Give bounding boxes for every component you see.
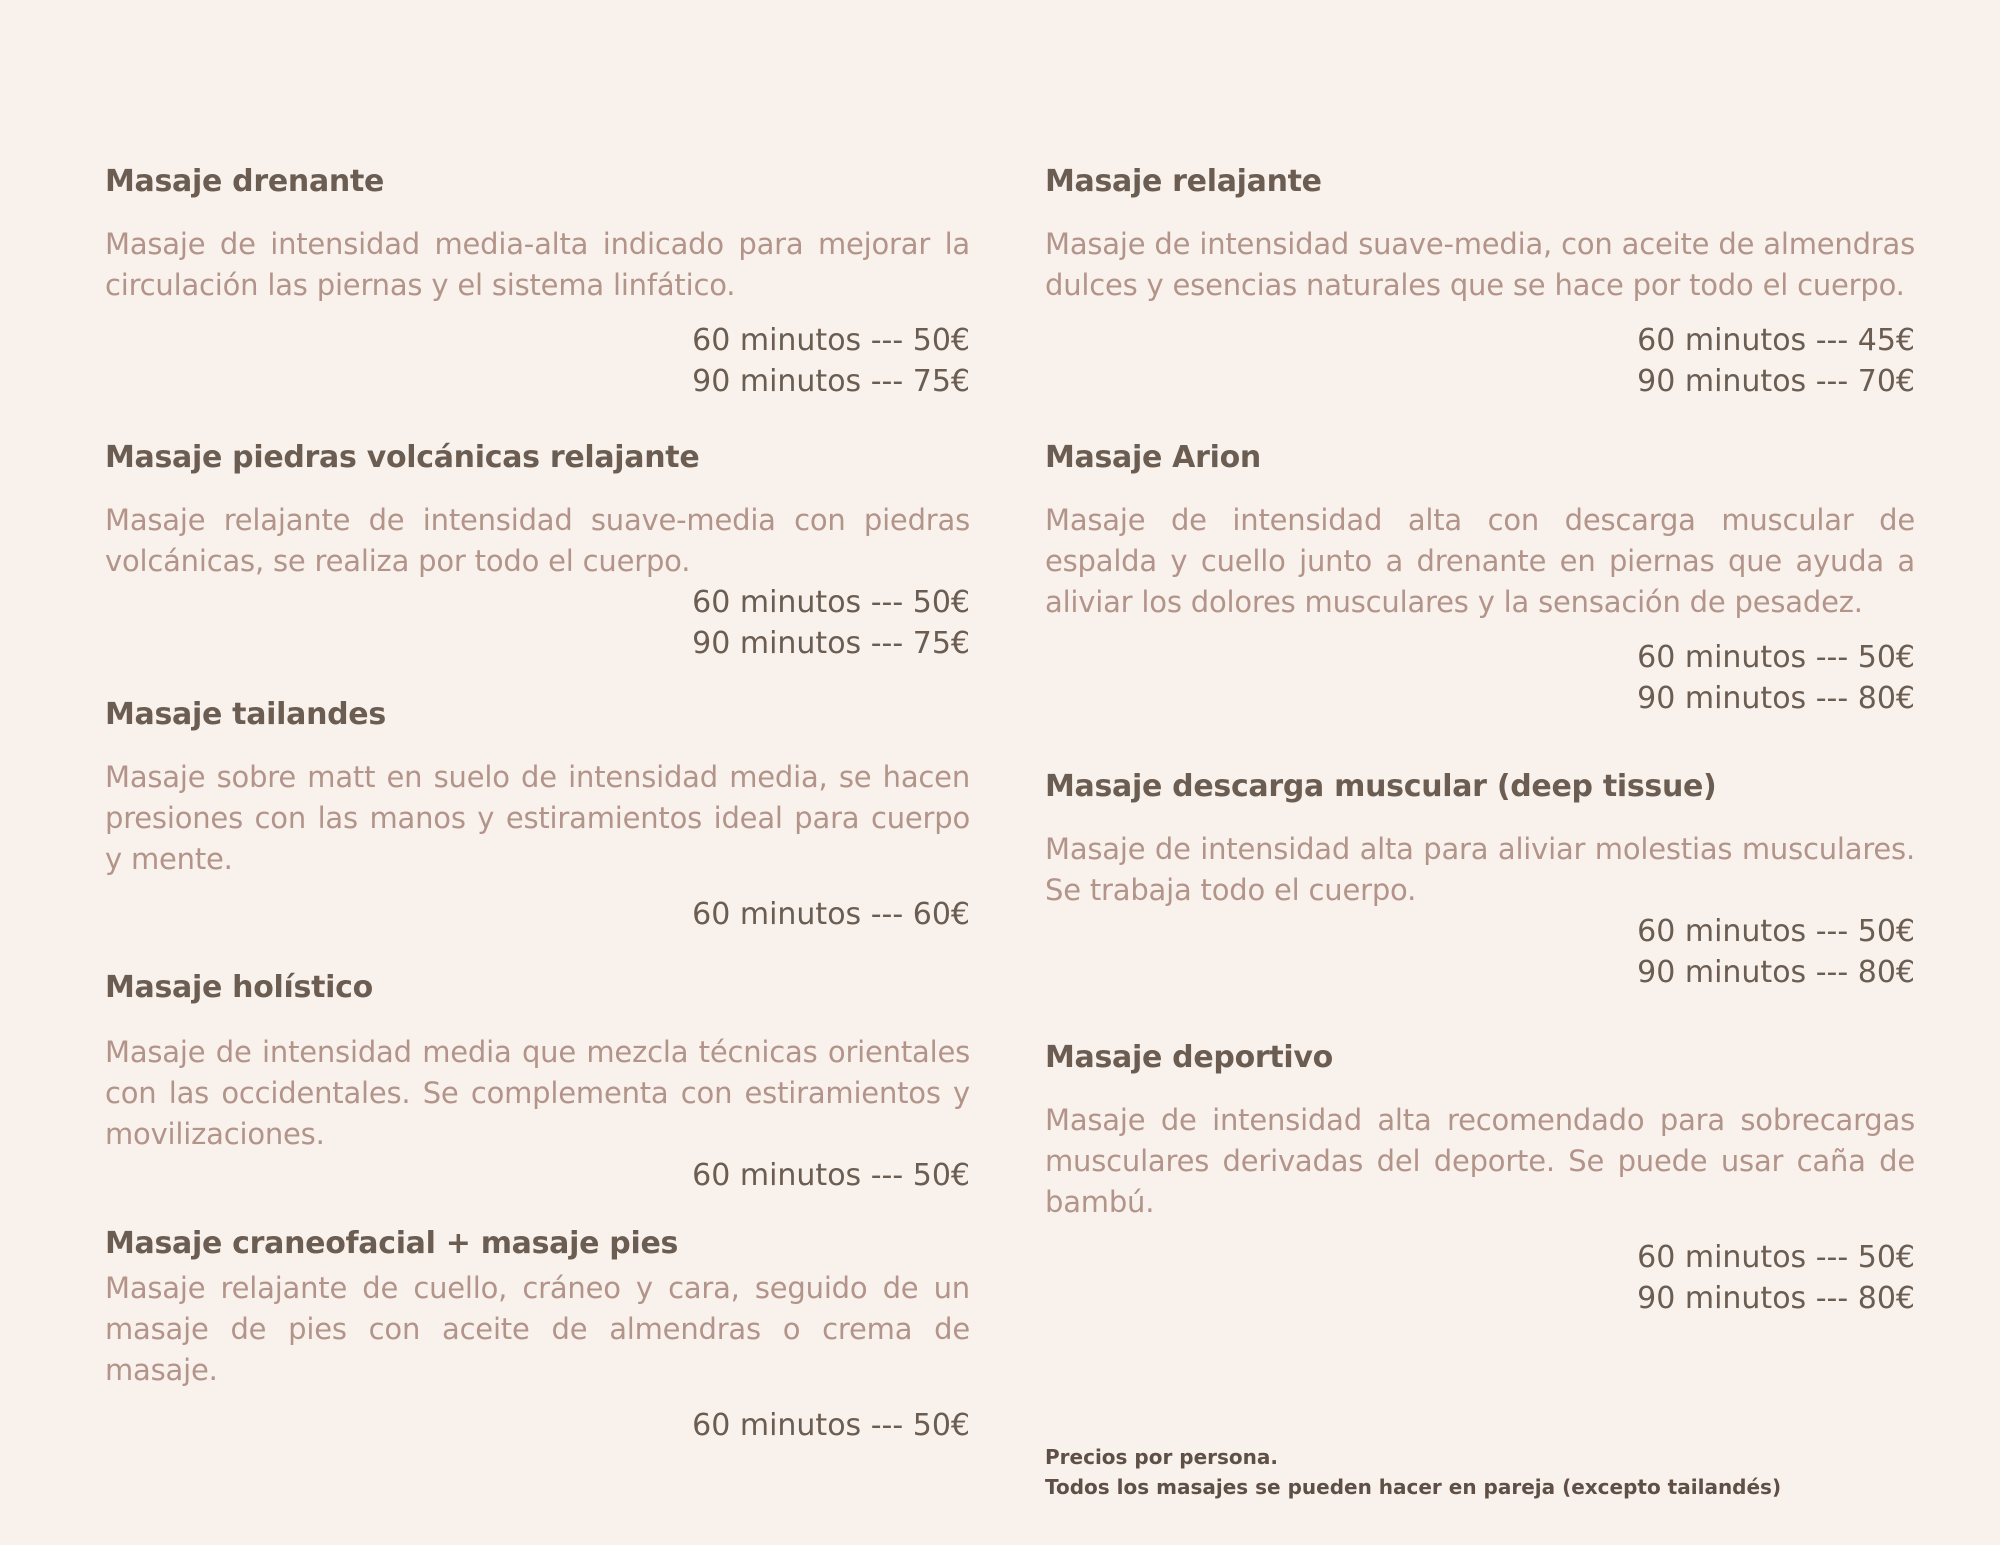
price-60: 60 minutos --- 50€ [1637,1240,1915,1275]
service-masaje-deportivo [1045,1038,1915,1319]
price-90: 90 minutos --- 80€ [1637,681,1915,716]
service-masaje-arion [1045,438,1915,719]
price-60: 60 minutos --- 50€ [692,1408,970,1443]
service-prices [1045,637,1915,719]
price-60: 60 minutos --- 50€ [692,1158,970,1193]
price-90: 90 minutos --- 70€ [1637,364,1915,399]
service-title: Masaje tailandes [105,697,386,732]
service-title: Masaje holístico [105,970,373,1005]
service-description: Masaje de intensidad media que mezcla técnicas orientales con las occidentales. Se complementa con estiramientos y movilizaciones. [105,1035,970,1151]
price-60: 60 minutos --- 50€ [692,323,970,358]
service-title: Masaje drenante [105,164,385,199]
service-title: Masaje relajante [1045,164,1322,199]
service-title: Masaje descarga muscular (deep tissue) [1045,769,1717,804]
service-title: Masaje craneofacial + masaje pies [105,1226,679,1261]
price-90: 90 minutos --- 75€ [692,626,970,661]
price-60: 60 minutos --- 50€ [1637,640,1915,675]
service-masaje-tailandes [105,695,970,935]
service-prices [105,1155,970,1196]
service-description: Masaje de intensidad media-alta indicado para mejorar la circulación las piernas y el sistema linfático. [105,227,970,302]
service-prices [105,1405,970,1446]
price-90: 90 minutos --- 80€ [1637,1281,1915,1316]
service-masaje-drenante [105,162,970,402]
service-masaje-relajante [1045,162,1915,402]
service-description: Masaje de intensidad alta con descarga muscular de espalda y cuello junto a drenante en piernas que ayuda a aliviar los dolores musculares y la sensación de pesadez. [1045,503,1915,619]
service-description: Masaje de intensidad alta recomendado para sobrecargas musculares derivadas del deporte. Se puede usar caña de bambú. [1045,1103,1915,1219]
service-masaje-craneofacial [105,1224,970,1446]
note-prices-per-person: Precios por persona. [1045,1445,1279,1469]
service-prices [105,894,970,935]
service-masaje-piedras-volcanicas [105,438,970,664]
service-description: Masaje relajante de intensidad suave-media con piedras volcánicas, se realiza por todo el cuerpo. [105,503,970,578]
price-60: 60 minutos --- 45€ [1637,323,1915,358]
price-90: 90 minutos --- 80€ [1637,955,1915,990]
service-description: Masaje sobre matt en suelo de intensidad media, se hacen presiones con las manos y estiramientos ideal para cuerpo y mente. [105,760,970,876]
service-description: Masaje relajante de cuello, cráneo y cara, seguido de un masaje de pies con aceite de almendras o crema de masaje. [105,1271,970,1387]
service-description: Masaje de intensidad alta para aliviar molestias musculares. Se trabaja todo el cuerpo. [1045,832,1915,907]
service-masaje-descarga-muscular [1045,767,1915,993]
service-title: Masaje Arion [1045,440,1261,475]
service-prices [105,320,970,402]
price-60: 60 minutos --- 50€ [692,585,970,620]
service-description: Masaje de intensidad suave-media, con aceite de almendras dulces y esencias naturales que se hace por todo el cuerpo. [1045,227,1915,302]
service-masaje-holistico [105,968,970,1196]
service-prices [1045,1237,1915,1319]
service-prices [1045,911,1915,993]
price-60: 60 minutos --- 50€ [1637,914,1915,949]
service-prices [1045,320,1915,402]
price-60: 60 minutos --- 60€ [692,897,970,932]
service-prices [105,582,970,664]
service-title: Masaje deportivo [1045,1040,1333,1075]
note-couples: Todos los masajes se pueden hacer en pareja (excepto tailandés) [1045,1475,1782,1499]
footer-notes [1045,1442,1781,1502]
service-title: Masaje piedras volcánicas relajante [105,440,700,475]
price-90: 90 minutos --- 75€ [692,364,970,399]
